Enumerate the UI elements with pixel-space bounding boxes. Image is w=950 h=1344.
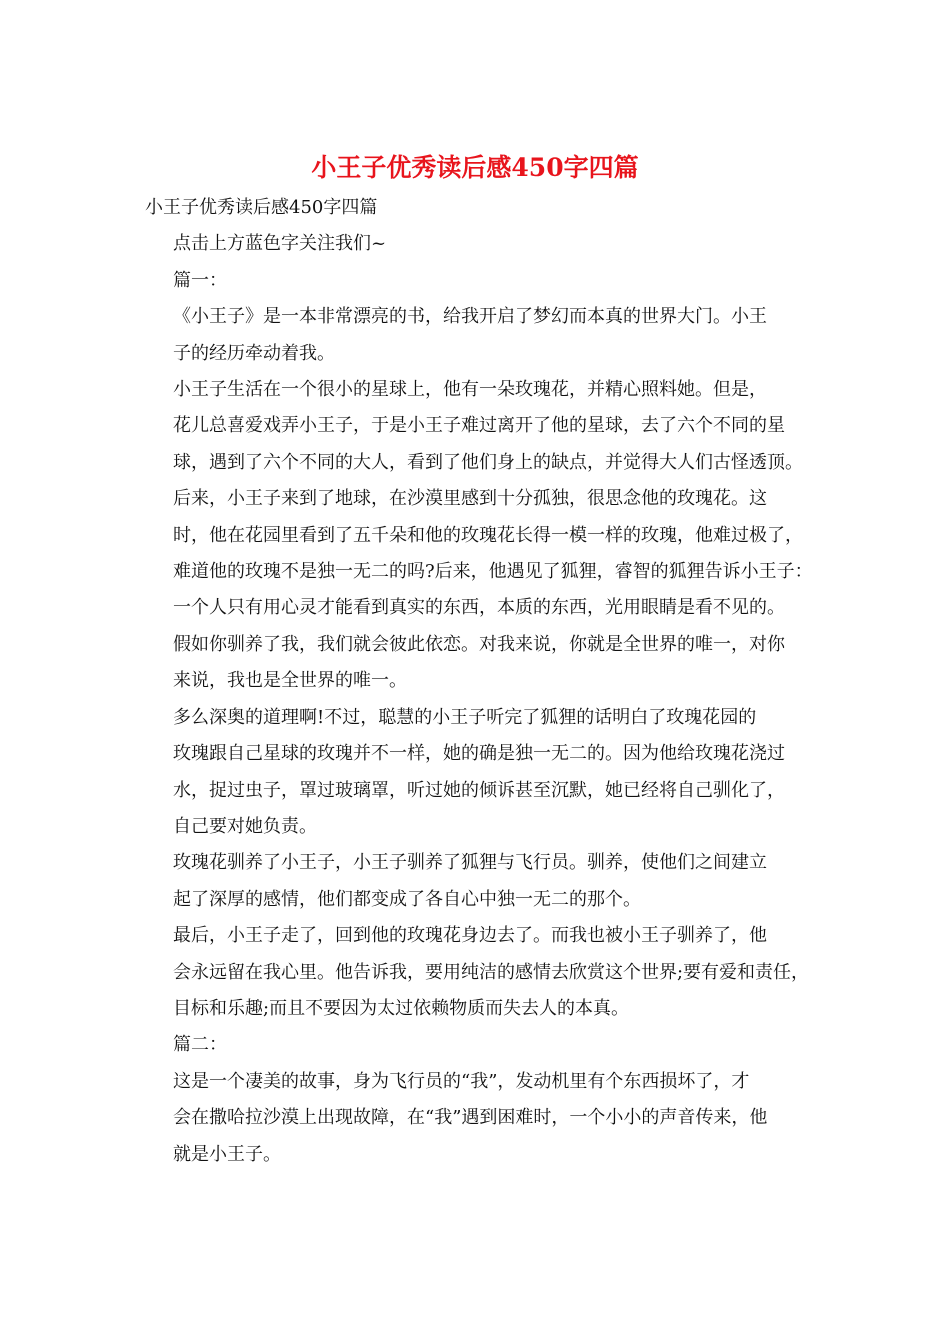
- paragraph-line: 一个人只有用心灵才能看到真实的东西，本质的东西，光用眼睛是看不见的。: [173, 597, 785, 619]
- body-paragraph: [145, 700, 810, 846]
- body-paragraph: [145, 263, 810, 299]
- paragraph-line: 多么深奥的道理啊!不过，聪慧的小王子听完了狐狸的话明白了玫瑰花园的: [173, 706, 757, 728]
- paragraph-line: 球，遇到了六个不同的大人，看到了他们身上的缺点，并觉得大人们古怪透顶。: [173, 451, 803, 473]
- body-paragraph: [145, 481, 813, 699]
- paragraph-line: 小王子生活在一个很小的星球上，他有一朵玫瑰花，并精心照料她。但是，: [173, 379, 767, 401]
- paragraph-line: 小王子优秀读后感450字四篇: [145, 197, 378, 218]
- paragraph-line: 自己要对她负责。: [173, 815, 317, 837]
- paragraph-line: 难道他的玫瑰不是独一无二的吗?后来，他遇见了狐狸，睿智的狐狸告诉小王子：: [173, 561, 813, 583]
- paragraph-line: 后来，小王子来到了地球，在沙漠里感到十分孤独，很思念他的玫瑰花。这: [173, 488, 767, 510]
- paragraph-line: 点击上方蓝色字关注我们~: [173, 233, 387, 255]
- body-paragraph: [145, 190, 810, 226]
- paragraph-line: 来说，我也是全世界的唯一。: [173, 670, 407, 692]
- paragraph-line: 假如你驯养了我，我们就会彼此依恋。对我来说，你就是全世界的唯一，对你: [173, 633, 785, 655]
- paragraph-line: 玫瑰花驯养了小王子，小王子驯养了狐狸与飞行员。驯养，使他们之间建立: [173, 852, 767, 874]
- paragraph-line: 花儿总喜爱戏弄小王子，于是小王子难过离开了他的星球，去了六个不同的星: [173, 415, 785, 437]
- paragraph-line: 这是一个凄美的故事，身为飞行员的“我”，发动机里有个东西损坏了，才: [173, 1070, 750, 1092]
- body-paragraph: [145, 299, 810, 372]
- paragraph-line: 最后，小王子走了，回到他的玫瑰花身边去了。而我也被小王子驯养了，他: [173, 925, 767, 947]
- paragraph-line: 会在撒哈拉沙漠上出现故障，在“我”遇到困难时，一个小小的声音传来，他: [173, 1107, 768, 1129]
- body-paragraph: [145, 845, 810, 918]
- paragraph-line: 时，他在花园里看到了五千朵和他的玫瑰花长得一模一样的玫瑰，他难过极了，: [173, 524, 803, 546]
- paragraph-line: 会永远留在我心里。他告诉我，要用纯洁的感情去欣赏这个世界;要有爱和责任，: [173, 961, 810, 983]
- body-paragraph: [145, 1064, 810, 1173]
- document-body: [145, 190, 813, 1173]
- paragraph-line: 篇二：: [173, 1034, 227, 1056]
- paragraph-line: 子的经历牵动着我。: [173, 342, 335, 364]
- paragraph-line: 目标和乐趣;而且不要因为太过依赖物质而失去人的本真。: [173, 997, 630, 1019]
- paragraph-line: 玫瑰跟自己星球的玫瑰并不一样，她的确是独一无二的。因为他给玫瑰花浇过: [173, 743, 785, 765]
- paragraph-line: 《小王子》是一本非常漂亮的书，给我开启了梦幻而本真的世界大门。小王: [173, 306, 767, 328]
- body-paragraph: [145, 226, 810, 262]
- document-title: 小王子优秀读后感450字四篇: [311, 153, 639, 182]
- body-paragraph: [145, 918, 810, 1027]
- paragraph-line: 起了深厚的感情，他们都变成了各自心中独一无二的那个。: [173, 888, 641, 910]
- paragraph-line: 就是小王子。: [173, 1143, 281, 1165]
- paragraph-line: 水，捉过虫子，罩过玻璃罩，听过她的倾诉甚至沉默，她已经将自己驯化了，: [173, 779, 785, 801]
- body-paragraph: [145, 1027, 810, 1063]
- paragraph-line: 篇一：: [173, 269, 227, 291]
- body-paragraph: [145, 372, 810, 481]
